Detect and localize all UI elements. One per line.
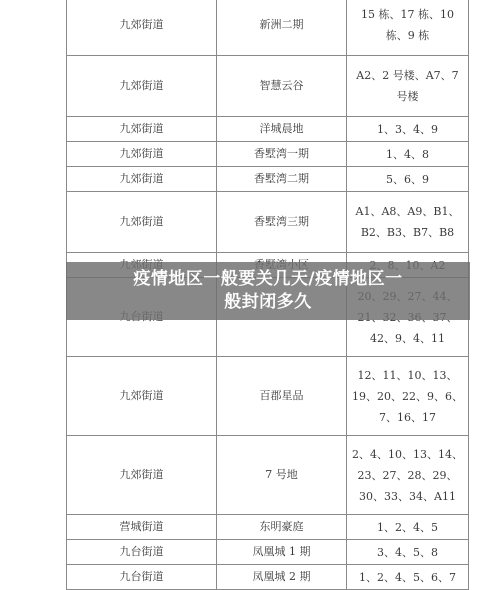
district-cell: 九郊街道 bbox=[67, 167, 217, 192]
district-cell: 九台街道 bbox=[67, 540, 217, 565]
buildings-cell: 1、2、4、5、6、7 bbox=[347, 565, 469, 590]
table-row bbox=[67, 142, 469, 167]
district-cell: 九郊街道 bbox=[67, 142, 217, 167]
buildings-cell: 1、3、4、9 bbox=[347, 117, 469, 142]
district-cell: 九郊街道 bbox=[67, 436, 217, 515]
buildings-cell: 3、4、5、8 bbox=[347, 540, 469, 565]
table-row bbox=[67, 540, 469, 565]
community-cell: 7 号地 bbox=[217, 436, 347, 515]
community-cell: 洋城晨地 bbox=[217, 117, 347, 142]
table-row bbox=[67, 0, 469, 56]
district-cell: 九郊街道 bbox=[67, 0, 217, 56]
community-cell: 香墅湾二期 bbox=[217, 167, 347, 192]
buildings-cell: 5、6、9 bbox=[347, 167, 469, 192]
buildings-cell: A2、2 号楼、A7、7 号楼 bbox=[347, 56, 469, 117]
table-row bbox=[67, 192, 469, 253]
district-cell: 九郊街道 bbox=[67, 192, 217, 253]
community-cell: 凤凰城 1 期 bbox=[217, 540, 347, 565]
community-cell: 智慧云谷 bbox=[217, 56, 347, 117]
district-cell: 九郊街道 bbox=[67, 357, 217, 436]
buildings-cell: 1、4、8 bbox=[347, 142, 469, 167]
table-row bbox=[67, 167, 469, 192]
table-row bbox=[67, 565, 469, 590]
title-banner bbox=[66, 262, 470, 320]
community-cell: 凤凰城 2 期 bbox=[217, 565, 347, 590]
buildings-cell: 42、9、4、11 bbox=[347, 278, 469, 357]
community-cell: 香墅湾一期 bbox=[217, 142, 347, 167]
community-cell: 百郡星品 bbox=[217, 357, 347, 436]
buildings-cell: 15 栋、17 栋、10 栋、9 栋 bbox=[347, 0, 469, 56]
table-row bbox=[67, 515, 469, 540]
table-row bbox=[67, 117, 469, 142]
buildings-cell: A1、A8、A9、B1、B2、B3、B7、B8 bbox=[347, 192, 469, 253]
table-row bbox=[67, 436, 469, 515]
table-row bbox=[67, 56, 469, 117]
district-cell: 九郊街道 bbox=[67, 117, 217, 142]
banner-title-line-1: 疫情地区一般要关几天/疫情地区一 bbox=[133, 269, 403, 289]
district-cell: 营城街道 bbox=[67, 515, 217, 540]
community-cell: 香墅湾三期 bbox=[217, 192, 347, 253]
community-cell: 东明豪庭 bbox=[217, 515, 347, 540]
table-row bbox=[67, 357, 469, 436]
district-cell: 九台街道 bbox=[67, 565, 217, 590]
buildings-cell: 2、4、10、13、14、23、27、28、29、30、33、34、A11 bbox=[347, 436, 469, 515]
buildings-cell: 1、2、4、5 bbox=[347, 515, 469, 540]
district-cell: 九郊街道 bbox=[67, 56, 217, 117]
buildings-cell: 12、11、10、13、19、20、22、9、6、7、16、17 bbox=[347, 357, 469, 436]
banner-title-line-2: 般封闭多久 bbox=[224, 292, 312, 312]
community-cell: 新洲二期 bbox=[217, 0, 347, 56]
